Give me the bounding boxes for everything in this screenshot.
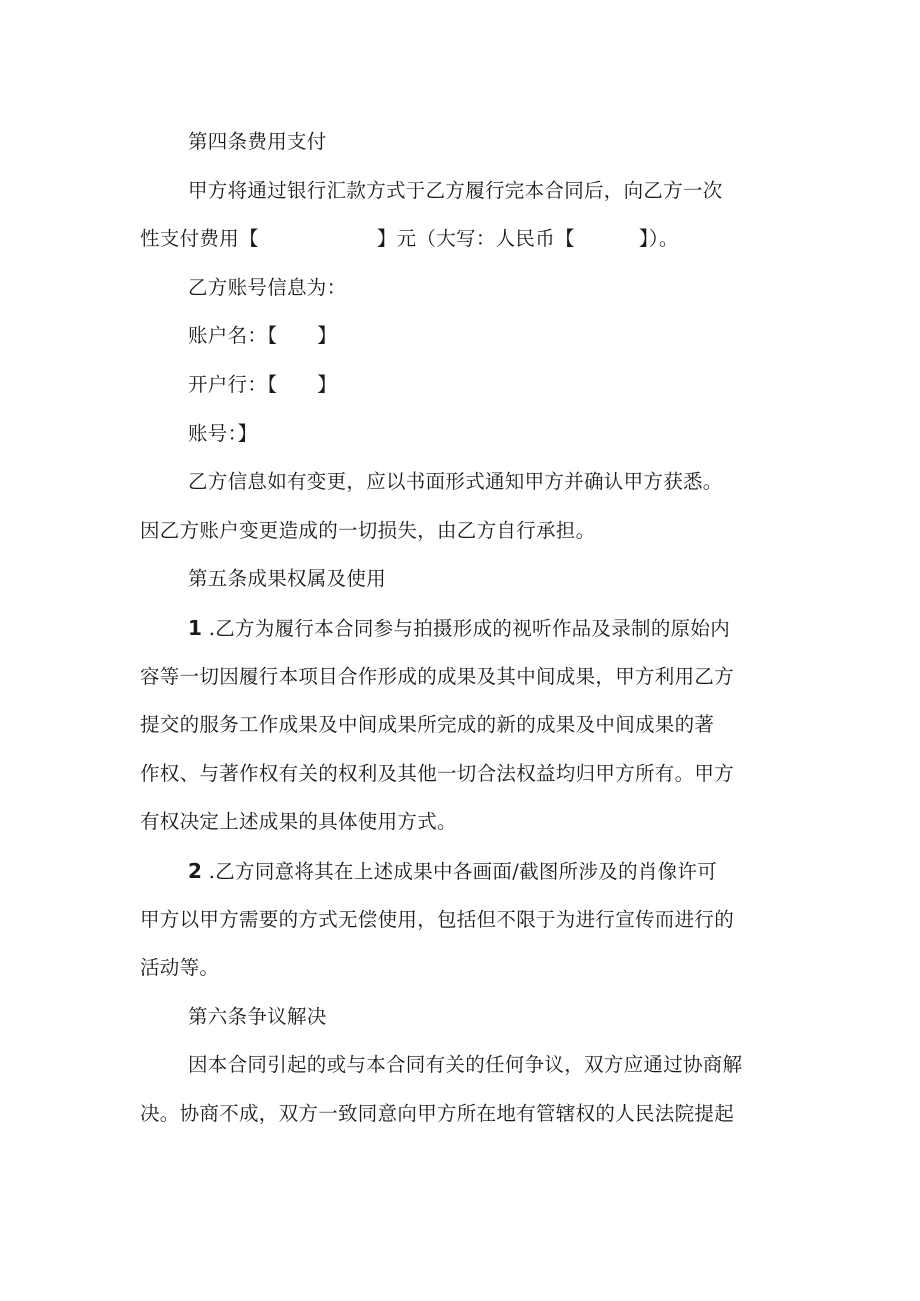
item-1-line-5: 有权决定上述成果的具体使用方式。 bbox=[140, 810, 457, 834]
item-1-line-2: 容等一切因履行本项目合作形成的成果及其中间成果，甲方利用乙方 bbox=[140, 664, 735, 688]
item-2-text-line-1: .乙方同意将其在上述成果中各画面/截图所涉及的肖像许可 bbox=[202, 859, 718, 883]
item-2-line-2: 甲方以甲方需要的方式无偿使用，包括但不限于为进行宣传而进行的 bbox=[140, 907, 735, 931]
dispute-paragraph-line-1: 因本合同引起的或与本合同有关的任何争议，双方应通过协商解 bbox=[188, 1053, 743, 1077]
item-1-line-3: 提交的服务工作成果及中间成果所完成的新的成果及中间成果的著 bbox=[140, 713, 715, 737]
item-1-line-4: 作权、与著作权有关的权利及其他一切合法权益均归甲方所有。甲方 bbox=[140, 761, 735, 785]
account-info-intro: 乙方账号信息为： bbox=[188, 275, 347, 299]
account-number-line: 账号：】 bbox=[188, 421, 258, 445]
bank-close: 】 bbox=[317, 372, 338, 396]
payment-paragraph-line-1: 甲方将通过银行汇款方式于乙方履行完本合同后，向乙方一次 bbox=[188, 178, 723, 202]
item-1-line-1 bbox=[140, 604, 782, 653]
payment-amount-words-label: 】元（大写：人民币【 bbox=[376, 227, 575, 251]
item-1-text-line-1: .乙方为履行本合同参与拍摄形成的视听作品及录制的原始内 bbox=[202, 616, 731, 640]
article-4-heading: 第四条费用支付 bbox=[188, 130, 327, 153]
account-name-line bbox=[140, 312, 782, 361]
account-name-close: 】 bbox=[317, 324, 338, 348]
account-name-label: 账户名：【 bbox=[188, 324, 278, 348]
bank-label: 开户行：【 bbox=[188, 372, 278, 396]
bank-line bbox=[140, 361, 782, 410]
document-body bbox=[140, 118, 782, 1138]
payment-paragraph-line-2 bbox=[140, 215, 782, 264]
change-paragraph-line-2: 因乙方账户变更造成的一切损失，由乙方自行承担。 bbox=[140, 518, 596, 542]
item-2-number: 2 bbox=[188, 858, 203, 883]
article-5-heading: 第五条成果权属及使用 bbox=[188, 567, 387, 591]
item-1-number: 1 bbox=[188, 615, 203, 640]
article-6-heading: 第六条争议解决 bbox=[188, 1004, 327, 1028]
item-2-line-1 bbox=[140, 847, 782, 896]
change-paragraph-line-1: 乙方信息如有变更，应以书面形式通知甲方并确认甲方获悉。 bbox=[188, 470, 723, 494]
dispute-paragraph-line-2: 决。协商不成，双方一致同意向甲方所在地有管辖权的人民法院提起 bbox=[140, 1101, 735, 1125]
payment-amount-label: 性支付费用【 bbox=[140, 227, 259, 251]
payment-close: 】）。 bbox=[638, 227, 679, 251]
item-2-line-3: 活动等。 bbox=[140, 956, 220, 980]
